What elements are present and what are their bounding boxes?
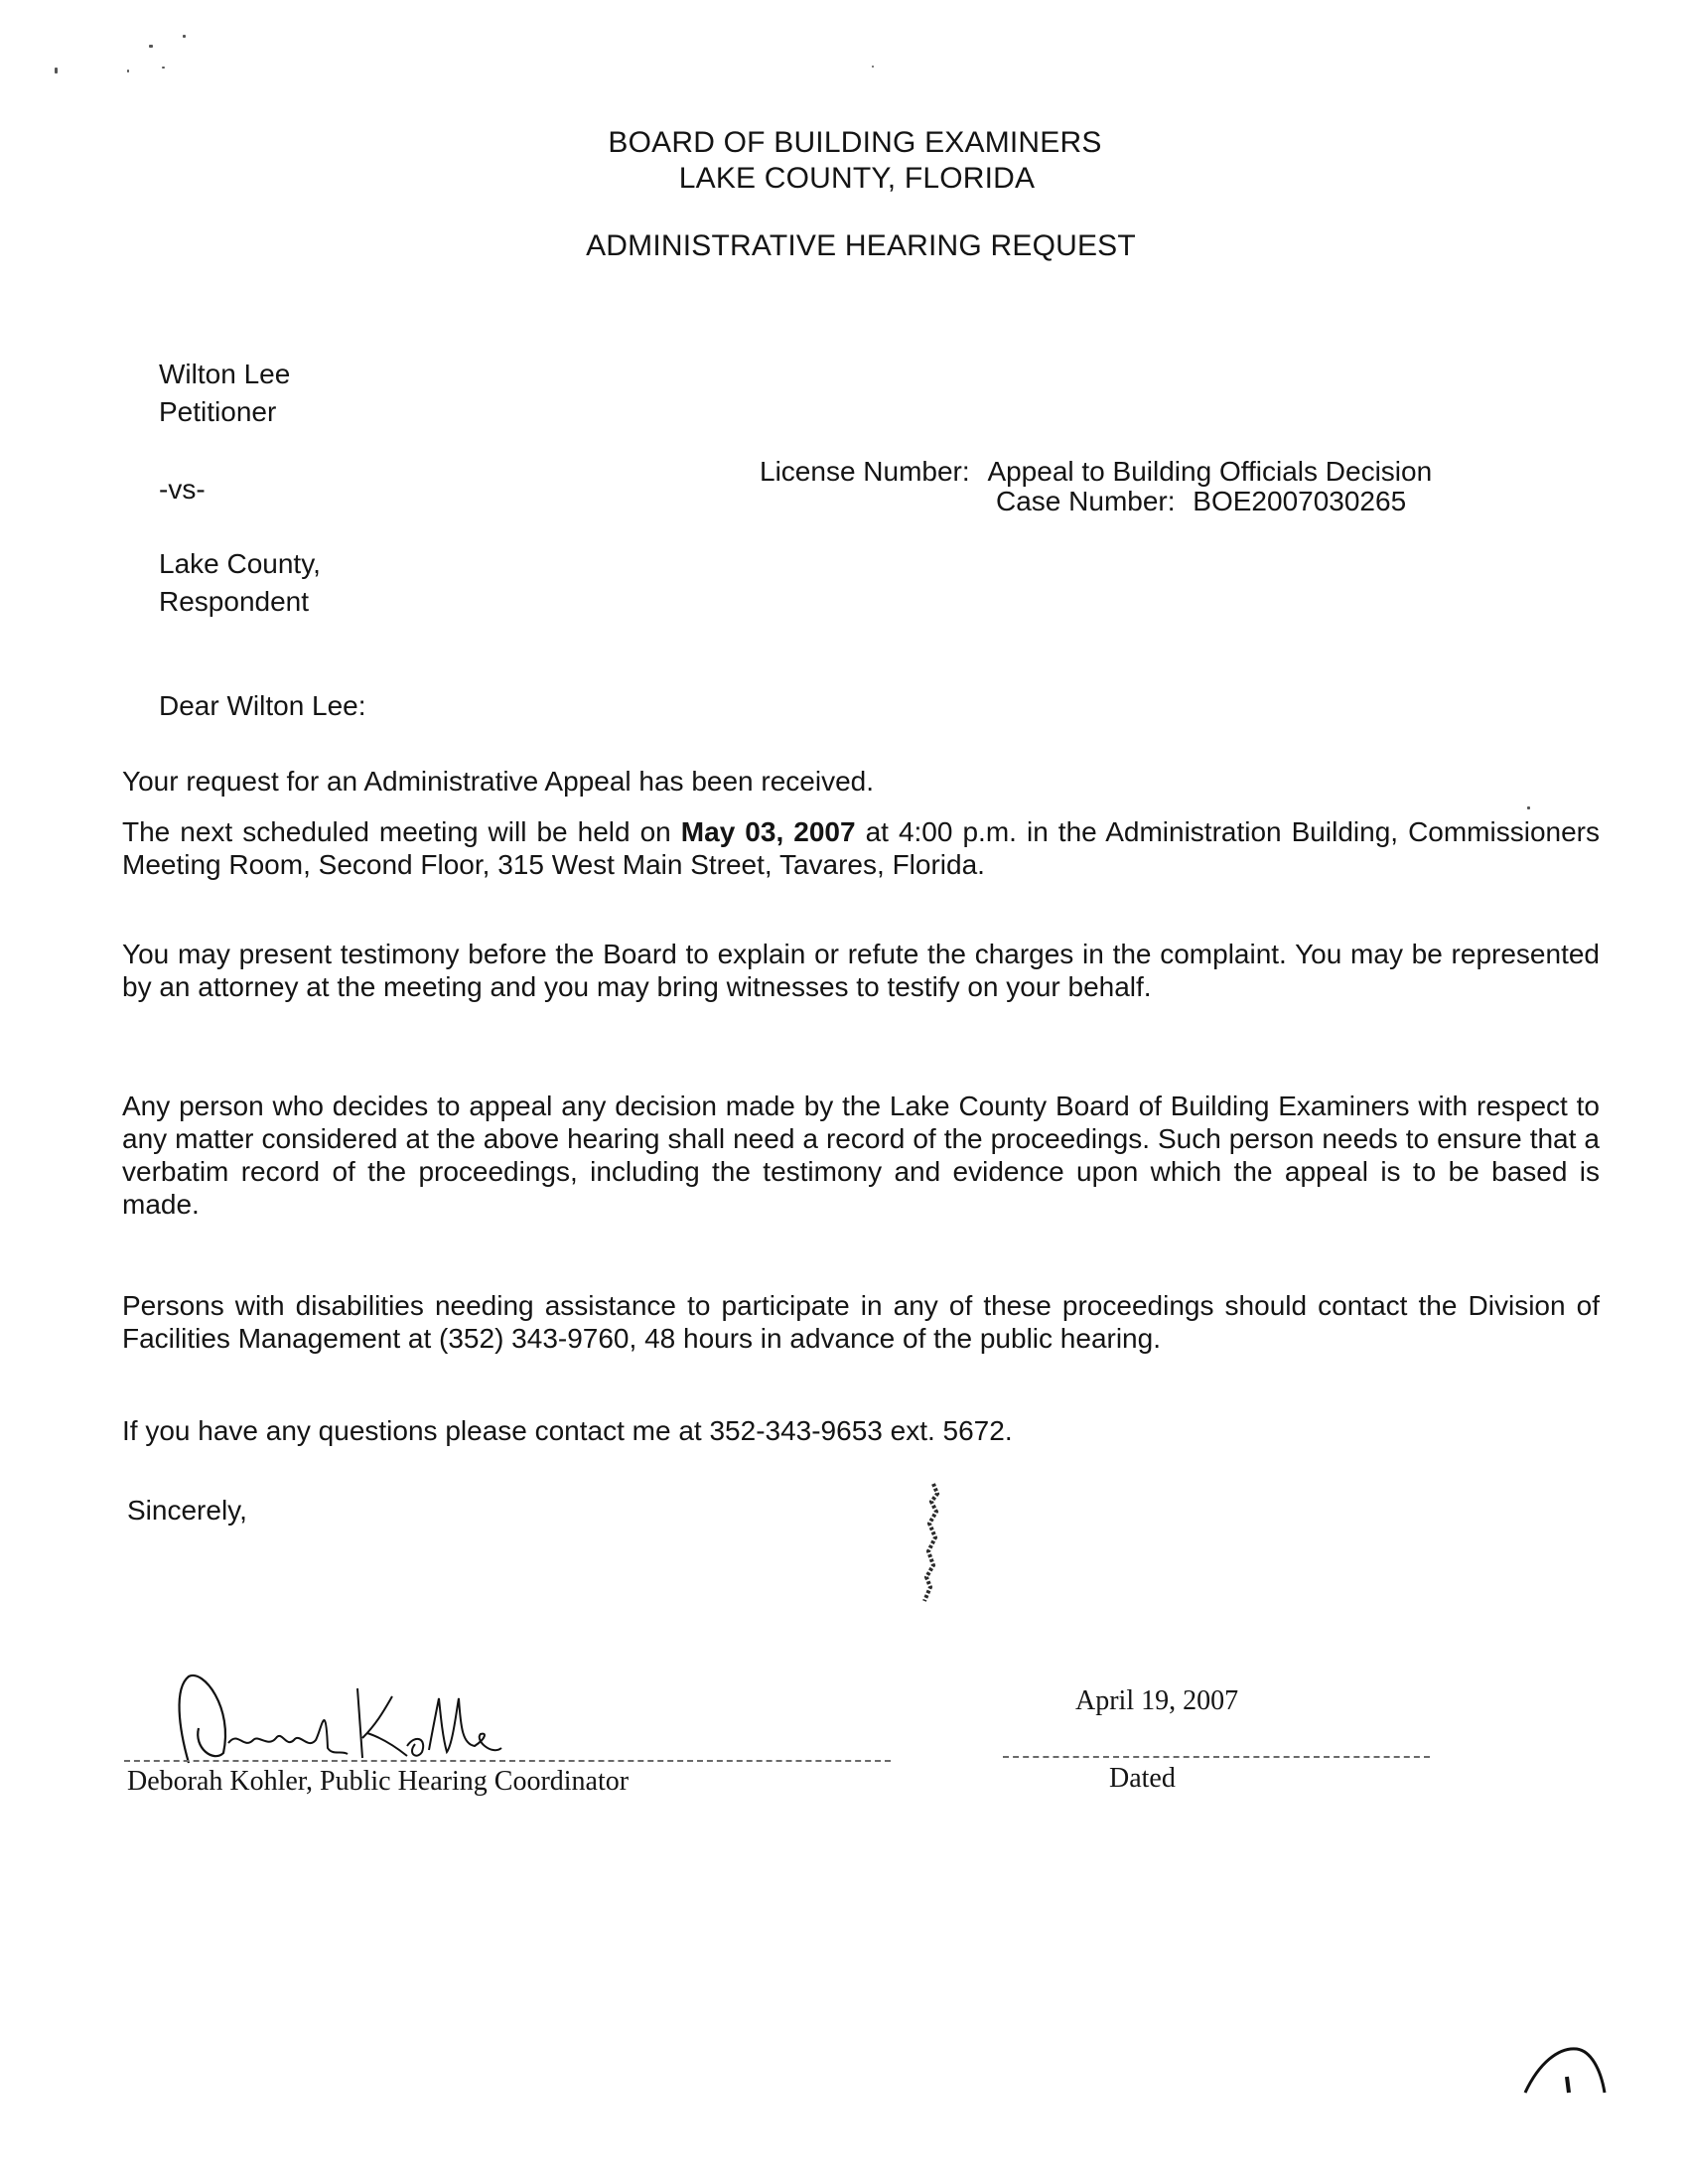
date-line <box>1003 1756 1430 1758</box>
petitioner-role: Petitioner <box>159 396 277 427</box>
scan-smudge <box>912 1480 951 1609</box>
meeting-date: May 03, 2007 <box>680 816 856 847</box>
document-title: ADMINISTRATIVE HEARING REQUEST <box>586 229 1136 262</box>
case-number-row <box>996 485 1406 517</box>
scan-speck <box>183 35 186 38</box>
license-number-row <box>760 455 1432 488</box>
paragraph-testimony: You may present testimony before the Board to explain or refute the charges in the complaint. You may be represented by an attorney at the meeting and you may bring witnesses to testify on your behalf. <box>122 939 1600 1002</box>
meeting-text-before: The next scheduled meeting will be held on <box>122 816 681 847</box>
handwritten-signature <box>159 1669 576 1768</box>
petitioner-name: Wilton Lee <box>159 359 291 389</box>
paragraph-contact: If you have any questions please contact me at 352-343-9653 ext. 5672. <box>122 1415 1013 1446</box>
case-number-label: Case Number: <box>996 486 1176 516</box>
license-number-value: Appeal to Building Officials Decision <box>987 456 1433 487</box>
page-number-mark <box>1519 2041 1614 2096</box>
versus-label: -vs- <box>159 474 206 505</box>
license-number-label: License Number: <box>760 456 970 487</box>
case-number-value: BOE2007030265 <box>1193 486 1407 516</box>
salutation: Dear Wilton Lee: <box>159 690 366 721</box>
board-name: BOARD OF BUILDING EXAMINERS <box>608 126 1102 159</box>
paragraph-received: Your request for an Administrative Appeal has been received. <box>122 766 874 797</box>
scan-speck <box>1527 806 1530 809</box>
scan-speck <box>149 45 153 48</box>
scan-speck <box>162 67 165 69</box>
paragraph-disabilities: Persons with disabilities needing assistance to participate in any of these proceedings should contact the Division of Facilities Management at (352) 343-9760, 48 hours in advance of the public hearing. <box>122 1290 1600 1354</box>
dated-label: Dated <box>1109 1763 1176 1794</box>
county-name: LAKE COUNTY, FLORIDA <box>678 162 1036 195</box>
paragraph-appeal-record: Any person who decides to appeal any decision made by the Lake County Board of Building Examiners with respect to any matter considered at the above hearing shall need a record of the proceedings. Such person needs to ensure that a verbatim record of the proceedings, including the testimony and evidence upon which the appeal is to be based is made. <box>122 1091 1600 1220</box>
meeting-text-after: at 4:00 p.m. in the Administration Building, Commissioners Meeting Room, Second Floor, 315 West Main Street, Tavares, Florida. <box>122 816 1600 880</box>
paragraph-meeting <box>122 815 1600 881</box>
scan-speck <box>127 70 129 73</box>
signer-name-title: Deborah Kohler, Public Hearing Coordinator <box>127 1766 630 1797</box>
scan-speck <box>872 66 874 68</box>
closing: Sincerely, <box>127 1495 247 1526</box>
scan-speck <box>55 68 58 73</box>
signed-date: April 19, 2007 <box>1075 1685 1239 1716</box>
respondent-name: Lake County, <box>159 548 321 579</box>
respondent-role: Respondent <box>159 586 310 617</box>
signature-line <box>124 1760 891 1762</box>
